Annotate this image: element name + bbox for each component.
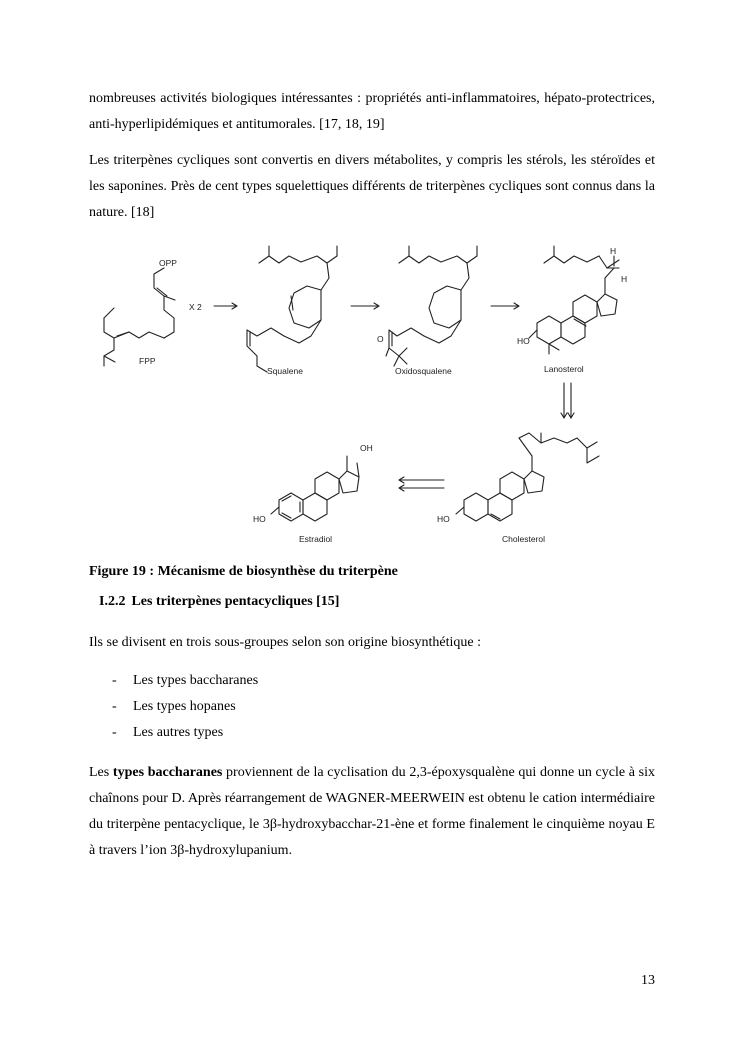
list-dash: -: [112, 673, 117, 688]
page-number: 13: [641, 973, 655, 988]
list-item: [89, 694, 258, 720]
baccharane-paragraph: [89, 760, 655, 864]
baccharane-bold-term: types baccharanes: [112, 765, 223, 780]
section-title: Les triterpènes pentacycliques [15]: [131, 594, 340, 609]
fpp-label: FPP: [139, 356, 156, 366]
section-heading: [99, 594, 339, 610]
lanosterol-structure: [529, 246, 619, 354]
biosynthesis-scheme: [89, 238, 655, 548]
lanosterol-label: Lanosterol: [544, 364, 584, 374]
ho-lanosterol-label: HO: [517, 336, 530, 346]
baccharane-lead: Les: [89, 765, 113, 780]
oxidosqualene-structure: [386, 246, 477, 366]
list-item-text: Les autres types: [133, 725, 224, 740]
oh-estradiol-label: OH: [360, 443, 373, 453]
subgroup-list: [89, 668, 258, 746]
figure-caption: Figure 19 : Mécanisme de biosynthèse du triterpène: [89, 564, 398, 579]
cyclic-triterpenes-paragraph: Les triterpènes cycliques sont convertis en divers métabolites, y compris les stérols, les stéroïdes et les saponines. Près de cent types squelettiques différents de triterpènes cycliques sont connus dans la nature. [18]: [89, 153, 655, 220]
oxidosqualene-label: Oxidosqualene: [395, 366, 452, 376]
intro-paragraph: nombreuses activités biologiques intéressantes : propriétés anti-inflammatoires, hépato-protectrices, anti-hyperlipidémiques et antitumorales. [17, 18, 19]: [89, 91, 655, 132]
cholesterol-structure: [456, 433, 599, 521]
list-dash: -: [112, 699, 117, 714]
list-item-text: Les types baccharanes: [133, 673, 259, 688]
h-side-label: H: [621, 274, 628, 284]
cholesterol-label: Cholesterol: [502, 534, 545, 544]
fpp-structure: [104, 268, 175, 366]
estradiol-structure: [271, 456, 359, 521]
ho-estradiol-label: HO: [253, 514, 266, 524]
list-dash: -: [112, 725, 117, 740]
squalene-label: Squalene: [267, 366, 303, 376]
list-item-text: Les types hopanes: [133, 699, 236, 714]
reaction-arrows: [214, 303, 574, 491]
oxygen-label: O: [377, 334, 384, 344]
list-item: [89, 720, 258, 746]
opp-label: OPP: [159, 258, 177, 268]
baccharane-rest: proviennent de la cyclisation du 2,3-époxysqualène qui donne un cycle à six chaînons pour D. Après réarrangement de WAGNER-MEERWEIN est obtenu le cation intermédiaire du triterpène pentacyclique, le 3β-hydroxybacchar-21-ène et forme finalement le cinquième noyau E à travers l’ion 3β-hydroxylupanium.: [89, 765, 655, 858]
subgroups-intro: Ils se divisent en trois sous-groupes selon son origine biosynthétique :: [89, 635, 481, 650]
section-number: I.2.2: [99, 594, 126, 609]
ho-cholesterol-label: HO: [437, 514, 450, 524]
biosynthesis-figure: [89, 238, 655, 548]
h-top-label: H: [610, 246, 617, 256]
squalene-structure: [247, 246, 337, 372]
estradiol-label: Estradiol: [299, 534, 333, 544]
times-two-label: X 2: [189, 302, 202, 312]
list-item: [89, 668, 258, 694]
